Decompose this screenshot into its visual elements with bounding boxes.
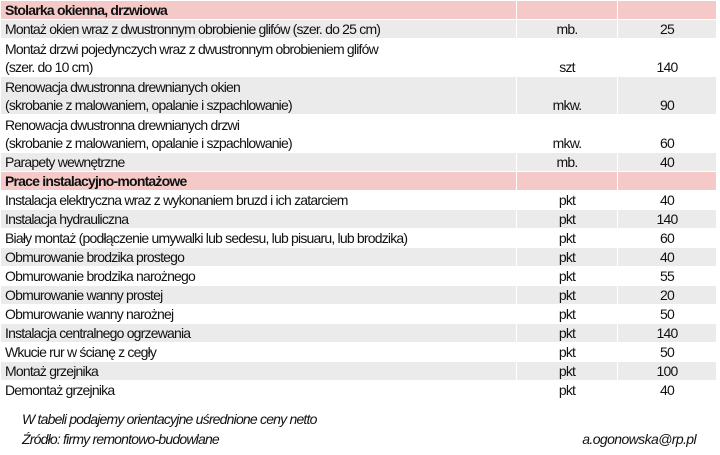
table-row [1,153,717,172]
price-cell: 100 [618,362,717,381]
description-line: Obmurowanie brodzika narożnego [5,268,196,284]
work-description [1,267,517,286]
table-row [1,286,717,305]
price-cell: 40 [618,248,717,267]
description-line: Instalacja elektryczna wraz z wykonaniem bruzd i ich zatarciem [5,192,348,208]
section-title: Stolarka okienna, drzwiowa [1,1,517,20]
price-cell: 60 [618,229,717,248]
table-row [1,20,717,39]
price-cell: 40 [618,381,717,400]
price-cell: 40 [618,153,717,172]
unit-cell: pkt [517,305,618,324]
work-description [1,343,517,362]
price-cell: 140 [618,210,717,229]
work-description [1,153,517,172]
unit-cell: pkt [517,324,618,343]
unit-cell: pkt [517,286,618,305]
description-line: Renowacja dwustronna drewnianych drzwi [5,117,240,133]
work-description [1,39,517,77]
section-header-empty-cell [517,172,618,191]
work-description [1,286,517,305]
table-row [1,362,717,381]
footnote-source: Źródło: firmy remontowo-budowlane [22,431,219,447]
price-cell: 50 [618,343,717,362]
work-description [1,362,517,381]
price-cell: 140 [618,39,717,77]
price-cell: 25 [618,20,717,39]
table-row [1,191,717,210]
description-line: Obmurowanie brodzika prostego [5,249,185,265]
section-header-empty-cell [618,1,717,20]
description-line: Instalacja centralnego ogrzewania [5,325,191,341]
section-header-empty-cell [618,172,717,191]
section-title: Prace instalacyjno-montażowe [1,172,517,191]
table-row [1,77,717,115]
description-line: Obmurowanie wanny prostej [5,287,163,303]
price-cell: 140 [618,324,717,343]
table-row [1,115,717,153]
unit-cell: pkt [517,248,618,267]
author-email: a.ogonowska@rp.pl [582,431,696,447]
price-cell: 50 [618,305,717,324]
unit-cell: mb. [517,153,618,172]
description-line: Instalacja hydrauliczna [5,211,129,227]
description-line: Wkucie rur w ścianę z cegły [5,344,157,360]
description-line: Biały montaż (podłączenie umywalki lub sedesu, lub pisuaru, lub brodzika) [5,230,408,246]
table-row [1,39,717,77]
description-line: Parapety wewnętrzne [5,154,125,170]
work-description [1,229,517,248]
work-description [1,115,517,153]
section-header-empty-cell [517,1,618,20]
work-description [1,20,517,39]
table-row [1,381,717,400]
description-line: Demontaż grzejnika [5,382,115,398]
unit-cell: pkt [517,362,618,381]
work-description [1,191,517,210]
description-line: Montaż okien wraz z dwustronnym obrobienie glifów (szer. do 25 cm) [5,21,381,37]
table-row [1,248,717,267]
description-line: Obmurowanie wanny narożnej [5,306,174,322]
table-row [1,229,717,248]
table-row [1,305,717,324]
description-line: (skrobanie z malowaniem, opalanie i szpachlowanie) [5,97,292,113]
work-description [1,77,517,115]
price-table-body [1,1,717,400]
description-line: Montaż drzwi pojedynczych wraz z dwustronnym obrobieniem glifów [5,41,378,57]
description-line: Montaż grzejnika [5,363,99,379]
section-header-row [1,172,717,191]
unit-cell: pkt [517,343,618,362]
footnote-prices: W tabeli podajemy orientacyjne uśrednione ceny netto [22,411,317,427]
work-description [1,248,517,267]
unit-cell: szt [517,39,618,77]
section-header-row [1,1,717,20]
table-row [1,267,717,286]
price-cell: 90 [618,77,717,115]
table-row [1,210,717,229]
work-description [1,210,517,229]
table-row [1,324,717,343]
unit-cell: pkt [517,210,618,229]
unit-cell: mkw. [517,115,618,153]
price-cell: 40 [618,191,717,210]
unit-cell: mb. [517,20,618,39]
work-description [1,324,517,343]
unit-cell: pkt [517,381,618,400]
unit-cell: pkt [517,267,618,286]
table-row [1,343,717,362]
work-description [1,381,517,400]
description-line: Renowacja dwustronna drewnianych okien [5,79,240,95]
price-cell: 55 [618,267,717,286]
description-line: (szer. do 10 cm) [5,59,93,75]
description-line: (skrobanie z malowaniem, opalanie i szpachlowanie) [5,135,292,151]
work-description [1,305,517,324]
price-cell: 20 [618,286,717,305]
unit-cell: pkt [517,229,618,248]
unit-cell: mkw. [517,77,618,115]
price-cell: 60 [618,115,717,153]
unit-cell: pkt [517,191,618,210]
